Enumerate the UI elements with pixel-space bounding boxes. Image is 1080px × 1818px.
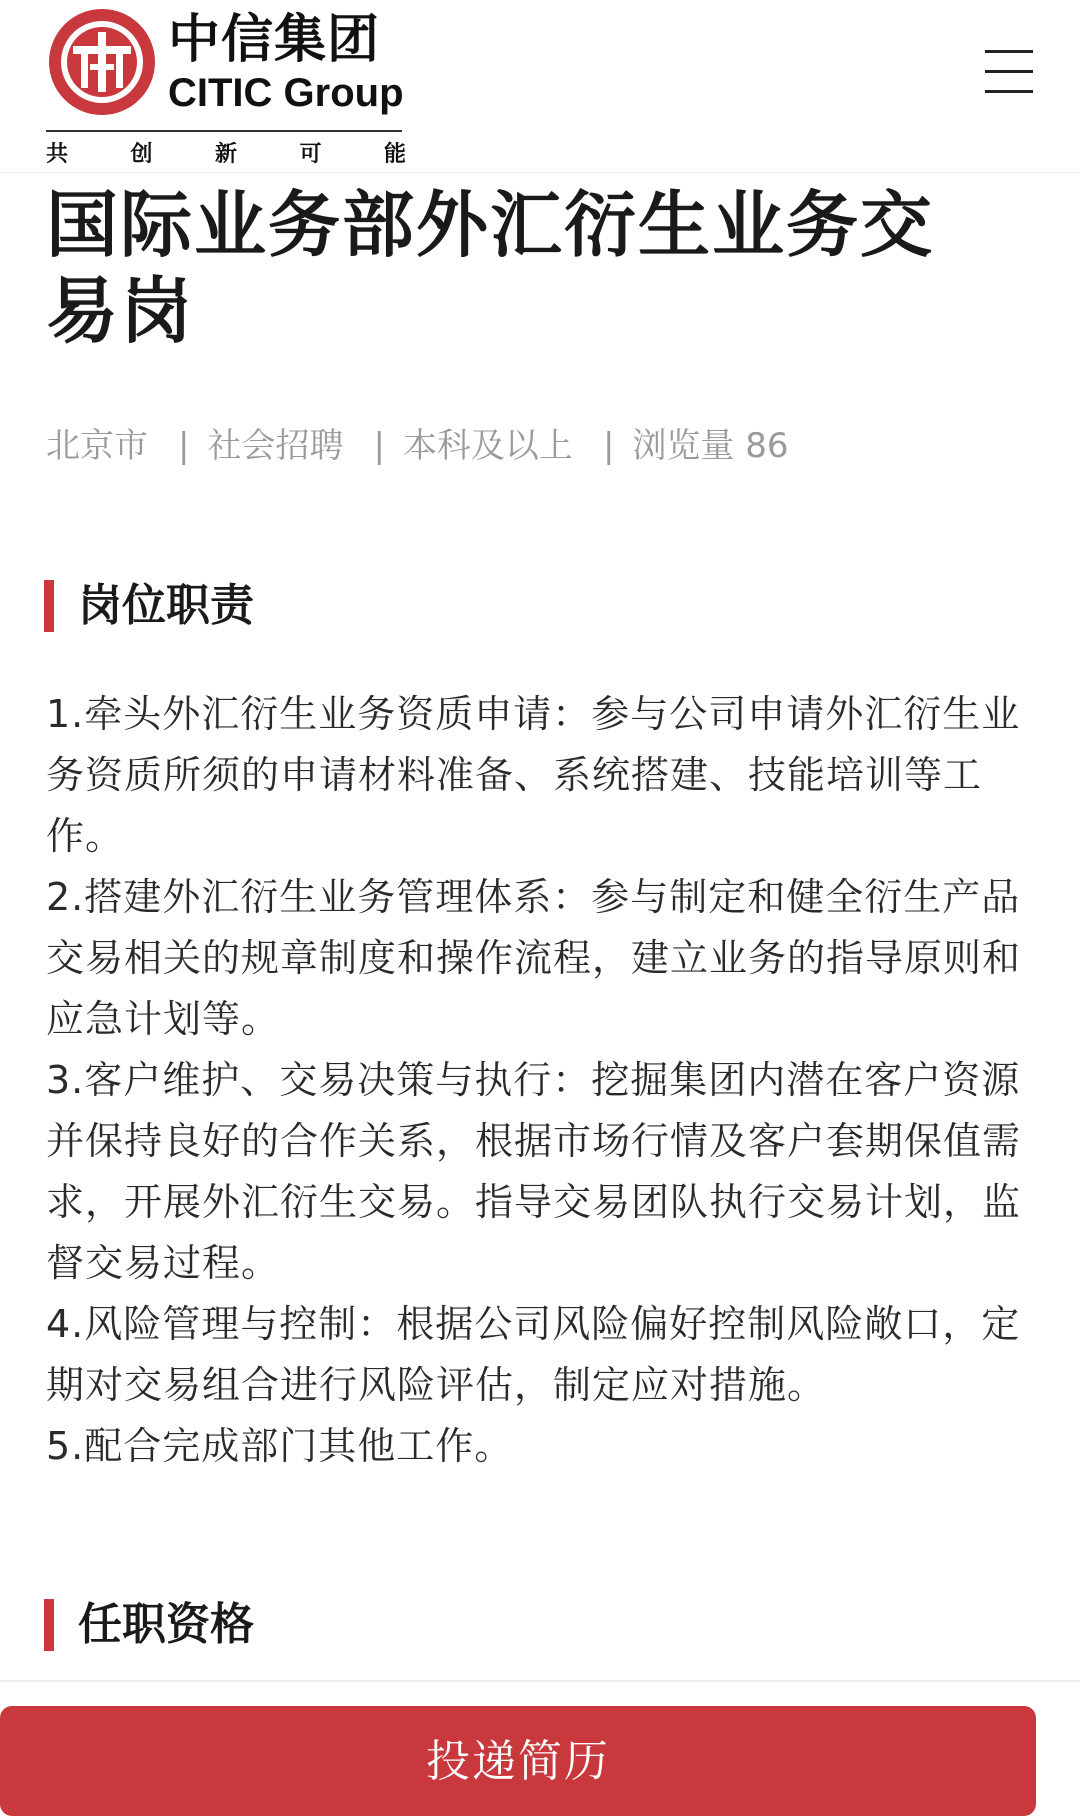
- job-meta: [46, 424, 1026, 468]
- section-accent-bar: [44, 580, 54, 632]
- list-item: 2.搭建外汇衍生业务管理体系：参与制定和健全衍生产品交易相关的规章制度和操作流程，建立业务的指导原则和应急计划等。: [46, 875, 1022, 1041]
- meta-separator: |: [373, 426, 385, 466]
- hamburger-menu-icon[interactable]: [975, 46, 1035, 106]
- job-views: 浏览量 86: [632, 426, 789, 466]
- menu-line: [985, 90, 1033, 93]
- qualifications-heading: [44, 1596, 944, 1654]
- job-location: 北京市: [46, 426, 148, 466]
- qualifications-title: 任职资格: [78, 1599, 254, 1650]
- logo-divider: [46, 130, 402, 132]
- job-title: 国际业务部外汇衍生业务交易岗: [46, 183, 935, 353]
- job-education: 本科及以上: [402, 426, 573, 466]
- apply-resume-button[interactable]: 投递简历: [0, 1706, 1036, 1816]
- logo-slogan: [46, 139, 406, 169]
- list-item: 4.风险管理与控制：根据公司风险偏好控制风险敞口，定期对交易组合进行风险评估，制定应对措施。: [46, 1302, 1021, 1407]
- list-item: 1.牵头外汇衍生业务资质申请：参与公司申请外汇衍生业务资质所须的申请材料准备、系统搭建、技能培训等工作。: [46, 692, 1021, 858]
- menu-line: [985, 70, 1033, 73]
- list-item: 5.配合完成部门其他工作。: [46, 1424, 514, 1468]
- job-recruit-type: 社会招聘: [207, 426, 344, 466]
- slogan-char: 共: [46, 141, 69, 167]
- logo-english-name: CITIC Group: [168, 71, 404, 115]
- citic-logo[interactable]: [46, 6, 406, 172]
- logo-chinese-name: 中信集团: [168, 9, 381, 70]
- duties-list: [46, 684, 1038, 1477]
- duties-heading: [44, 577, 944, 635]
- slogan-char: 可: [299, 141, 322, 167]
- slogan-char: 新: [214, 141, 237, 167]
- meta-separator: |: [178, 426, 190, 466]
- meta-separator: |: [602, 426, 615, 466]
- site-header: [0, 0, 1080, 173]
- bottom-divider: [0, 1680, 1080, 1682]
- menu-line: [985, 50, 1033, 53]
- list-item: 3.客户维护、交易决策与执行：挖掘集团内潜在客户资源并保持良好的合作关系，根据市场行情及客户套期保值需求，开展外汇衍生交易。指导交易团队执行交易计划，监督交易过程。: [46, 1058, 1022, 1285]
- duties-title: 岗位职责: [78, 580, 254, 631]
- slogan-char: 能: [383, 141, 406, 167]
- slogan-char: 创: [130, 141, 153, 167]
- section-accent-bar: [44, 1599, 54, 1651]
- citic-emblem-icon: [46, 6, 158, 118]
